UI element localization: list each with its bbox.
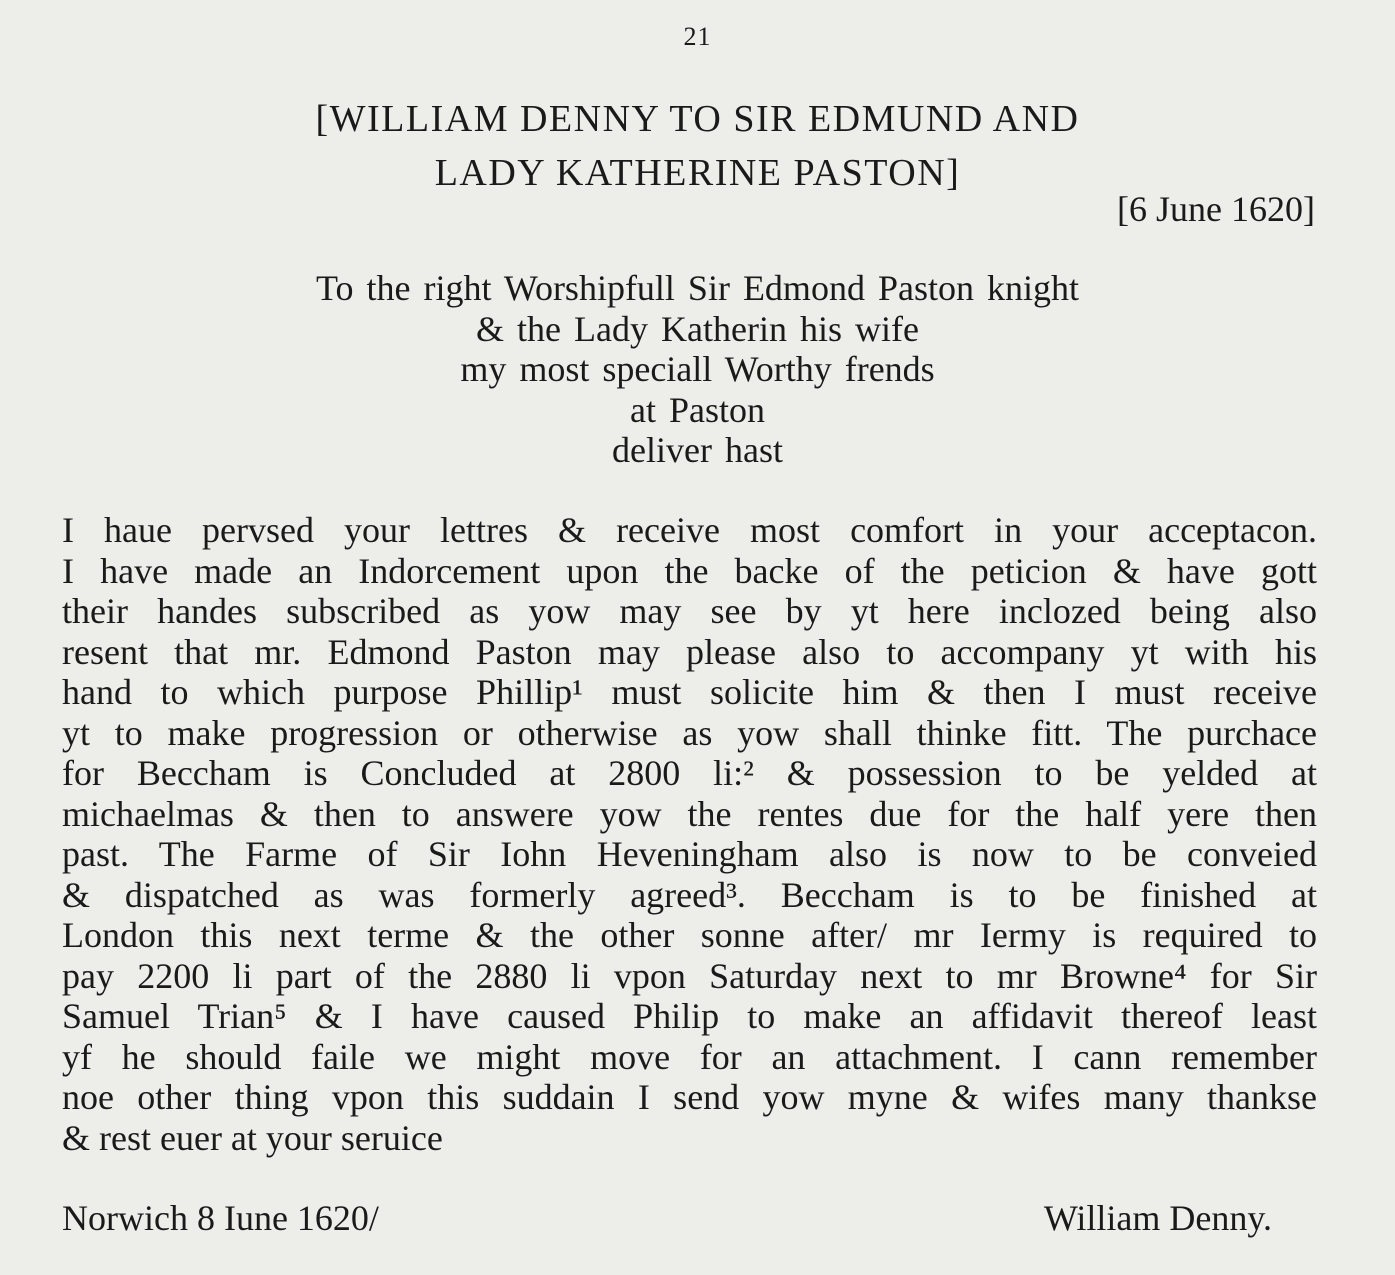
body-line: hand to which purpose Phillip¹ must solicite him & then I must receive	[62, 672, 1317, 712]
body-line: noe other thing vpon this suddain I send yow myne & wifes many thankse	[62, 1077, 1317, 1117]
body-line: their handes subscribed as yow may see by yt here inclozed being also	[62, 591, 1317, 631]
body-line: I have made an Indorcement upon the backe of the peticion & have gott	[62, 550, 1317, 591]
body-line: pay 2200 li part of the 2880 li vpon Saturday next to mr Browne⁴ for Sir	[62, 955, 1317, 996]
title-line-2: LADY KATHERINE PASTON]	[434, 152, 961, 194]
body-line: & rest euer at your seruice	[62, 1117, 443, 1158]
body-line: I haue pervsed your lettres & receive most comfort in your acceptacon.	[62, 510, 1317, 550]
title-line-1: [WILLIAM DENNY TO SIR EDMUND AND	[315, 98, 1080, 140]
body-line: & dispatched as was formerly agreed³. Beccham is to be finished at	[62, 874, 1317, 915]
body-line: past. The Farme of Sir Iohn Heveningham also is now to be conveied	[62, 834, 1317, 874]
body-line: yt to make progression or otherwise as yow shall thinke fitt. The purchace	[62, 712, 1317, 753]
body-line: yf he should faile we might move for an attachment. I cann remember	[62, 1036, 1317, 1077]
address-block	[0, 268, 1395, 471]
body-line: Samuel Trian⁵ & I have caused Philip to make an affidavit thereof least	[62, 996, 1317, 1036]
letter-title	[0, 92, 1395, 200]
address-line: my most speciall Worthy frends	[460, 349, 935, 389]
signoff	[62, 1197, 1272, 1239]
letter-body	[62, 510, 1317, 1158]
place-date: Norwich 8 Iune 1620/	[62, 1198, 379, 1238]
address-line: To the right Worshipfull Sir Edmond Paston knight	[316, 268, 1079, 308]
address-line: & the Lady Katherin his wife	[476, 308, 919, 349]
signature: William Denny.	[1043, 1198, 1272, 1238]
body-line: London this next terme & the other sonne after/ mr Iermy is required to	[62, 915, 1317, 955]
body-line: michaelmas & then to answere yow the rentes due for the half yere then	[62, 793, 1317, 834]
letter-date: [6 June 1620]	[1117, 189, 1315, 229]
address-line: deliver hast	[612, 430, 783, 470]
body-line: for Beccham is Concluded at 2800 li:² & possession to be yelded at	[62, 753, 1317, 793]
body-line: resent that mr. Edmond Paston may please also to accompany yt with his	[62, 631, 1317, 672]
page-number: 21	[683, 22, 712, 51]
address-line: at Paston	[630, 389, 765, 430]
